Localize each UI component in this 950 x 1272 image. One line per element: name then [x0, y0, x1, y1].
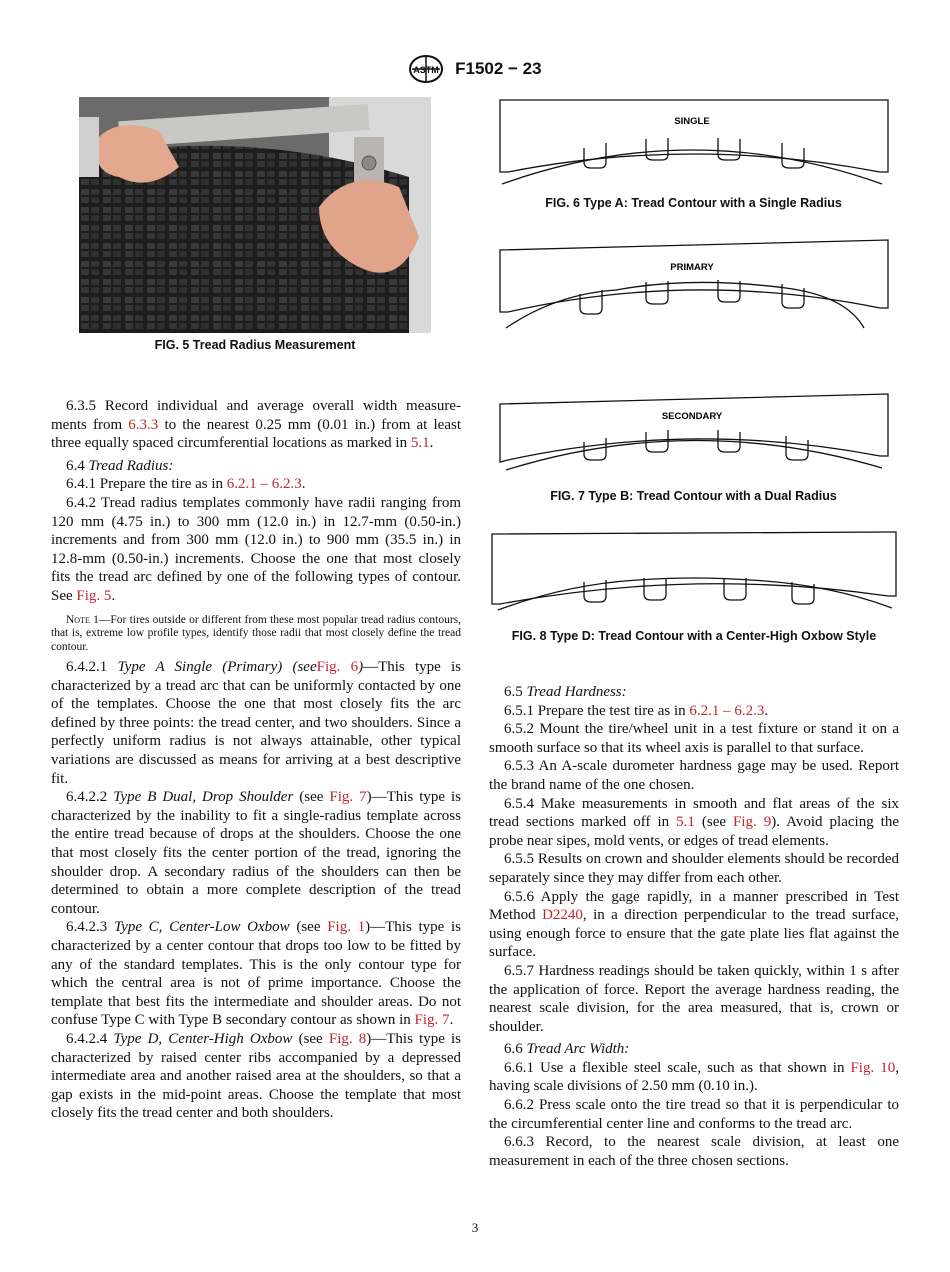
astm-logo [408, 54, 444, 84]
para-6-4-1: 6.4.1 Prepare the tire as in 6.2.1 – 6.2.3. [66, 476, 306, 493]
ref-link[interactable]: 6.2.1 – 6.2.3 [226, 476, 302, 493]
ref-link[interactable]: 5.1 [410, 435, 430, 452]
ref-link[interactable]: 6.3.3 [128, 416, 159, 433]
para-6-6-3: 6.6.3 Record, to the nearest scale division, at least one measurement in each of the three chosen sections. [489, 1134, 899, 1169]
fig7-secondary-diagram [496, 390, 891, 476]
para-6-5-3: 6.5.3 An A-scale durometer hardness gage may be used. Report the brand name of the one chosen. [489, 758, 899, 793]
ref-link[interactable]: 6.2.1 – 6.2.3 [689, 702, 765, 719]
heading-6-5: 6.5 Tread Hardness: [504, 684, 627, 700]
para-6-5-4: 6.5.4 Make measurements in smooth and flat areas of the six tread sections marked off in 5.1 (see Fig. 9). Avoid placing the probe near sipes, mold vents, or edges of tread elements. [489, 795, 900, 849]
ref-link[interactable]: Fig. 8 [328, 1030, 367, 1047]
para-6-4-2-4: 6.4.2.4 Type D, Center-High Oxbow (see Fig. 8)—This type is characterized by raised center ribs accompanied by a depressed intermediate area and another raised area at the shoulders, so that a gap exists in the mid-point areas. Choose the template that most closely fits the tread center and both shoulders. [51, 1030, 462, 1122]
heading-6-4: 6.4 Tread Radius: [66, 457, 174, 474]
para-6-5-6: 6.5.6 Apply the gage rapidly, in a manner prescribed in Test Method D2240, in a direction perpendicular to the tread surface, using enough force to ensure that the gate plate lies flat against the surface. [489, 888, 899, 961]
para-6-5-1: 6.5.1 Prepare the test tire as in 6.2.1 – 6.2.3. [504, 702, 769, 719]
para-6-5-5: 6.5.5 Results on crown and shoulder elements should be recorded separately since they may differ from each other. [489, 851, 899, 886]
para-6-4-2-1: 6.4.2.1 Type A Single (Primary) (seeFig. 6)—This type is characterized by a tread arc that can be uniformly contacted by one of the templates. Choose the one that most closely fits the arc defined by three points: the tread center, and two shoulders. Since a perfectly uniform radius is not always attainable, other typical variations are discussed as means for arriving at a best descriptive fit. [51, 659, 462, 787]
ref-link[interactable]: 5.1 [676, 814, 695, 831]
fig7-caption: FIG. 7 Type B: Tread Contour with a Dual Radius [550, 489, 837, 503]
right-column [489, 683, 899, 1170]
para-6-5-7: 6.5.7 Hardness readings should be taken quickly, within 1 s after the application of force. Report the average hardness reading, the nearest scale division, for the area measured, that is, crown or shoulder. [489, 962, 899, 1035]
fig6-label: SINGLE [674, 116, 710, 127]
ref-link[interactable]: Fig. 9 [733, 814, 772, 831]
left-column [51, 397, 461, 1123]
fig7-primary-diagram [496, 236, 891, 332]
para-6-5-2: 6.5.2 Mount the tire/wheel unit in a test fixture or stand it on a smooth surface so that its wheel axis is parallel to that surface. [489, 721, 899, 756]
ref-link[interactable]: Fig. 5 [76, 587, 112, 604]
standard-designation: F1502 − 23 [455, 59, 542, 78]
ref-link[interactable]: Fig. 1 [327, 919, 366, 936]
fig8-diagram [488, 528, 900, 614]
page-header [0, 54, 950, 84]
ref-link[interactable]: Fig. 7 [414, 1012, 450, 1029]
svg-text:ASTM: ASTM [413, 65, 440, 75]
para-6-4-2-2: 6.4.2.2 Type B Dual, Drop Shoulder (see Fig. 7)—This type is characterized by the inability to fit a single-radius template across the entire tread because of drops at the shoulders. Choose the one that most closely fits the center portion of the tread, ignoring the shoulder drop. A secondary radius of the shoulders can then be determined to obtain a more complete description of the tread contour. [51, 789, 462, 917]
ref-link[interactable]: Fig. 7 [329, 789, 367, 806]
ref-link[interactable]: Fig. 10 [850, 1059, 896, 1076]
fig5-caption: FIG. 5 Tread Radius Measurement [154, 338, 356, 352]
ref-link[interactable]: D2240 [542, 907, 583, 924]
fig7-secondary-label: SECONDARY [661, 411, 723, 422]
fig7-primary-label: PRIMARY [670, 262, 714, 273]
heading-6-6: 6.6 Tread Arc Width: [504, 1041, 630, 1058]
tread-radius-photo [79, 97, 431, 333]
para-6-3-5: 6.3.5 Record individual and average overall width measure-ments from 6.3.3 to the nearest 0.25 mm (0.01 in.) from at least three equally spaced circumferential locations as marked in 5.1. [51, 398, 461, 452]
fig8-caption: FIG. 8 Type D: Tread Contour with a Center-High Oxbow Style [511, 629, 877, 643]
para-6-6-1: 6.6.1 Use a flexible steel scale, such as that shown in Fig. 10, having scale divisions of 2.50 mm (0.10 in.). [489, 1059, 899, 1095]
page-number: 3 [471, 1220, 479, 1235]
note-1: Note 1—For tires outside or different from these most popular tread radius contours, that is, extreme low profile types, identify those radii that most closely define the tread contour. [51, 613, 462, 653]
para-6-4-2-3: 6.4.2.3 Type C, Center-Low Oxbow (see Fig. 1)—This type is characterized by a center contour that drops too low to be fitted by any of the standard templates. This is the only contour type for which the central area is not of prime importance. Choose the template that best fits the intermediate and shoulder areas. Do not confuse Type C with Type B secondary contour as shown in Fig. 7. [51, 919, 462, 1029]
para-6-6-2: 6.6.2 Press scale onto the tire tread so that it is perpendicular to the circumferential center line and conforms to the tread arc. [489, 1097, 899, 1132]
ref-link[interactable]: Fig. 6 [316, 659, 359, 676]
fig6-caption: FIG. 6 Type A: Tread Contour with a Single Radius [545, 196, 842, 210]
fig6-diagram [496, 96, 891, 186]
para-6-4-2: 6.4.2 Tread radius templates commonly have radii ranging from 120 mm (4.75 in.) to 300 mm (12.0 in.) in 12.7-mm (0.50-in.) increments and from 300 mm (12.0 in.) to 900 mm (35.5 in.) in 12.8-mm (0.50-in.) increments. Choose the one that most closely fits the tread arc defined by one of the following types of contour. See Fig. 5. [51, 494, 461, 604]
